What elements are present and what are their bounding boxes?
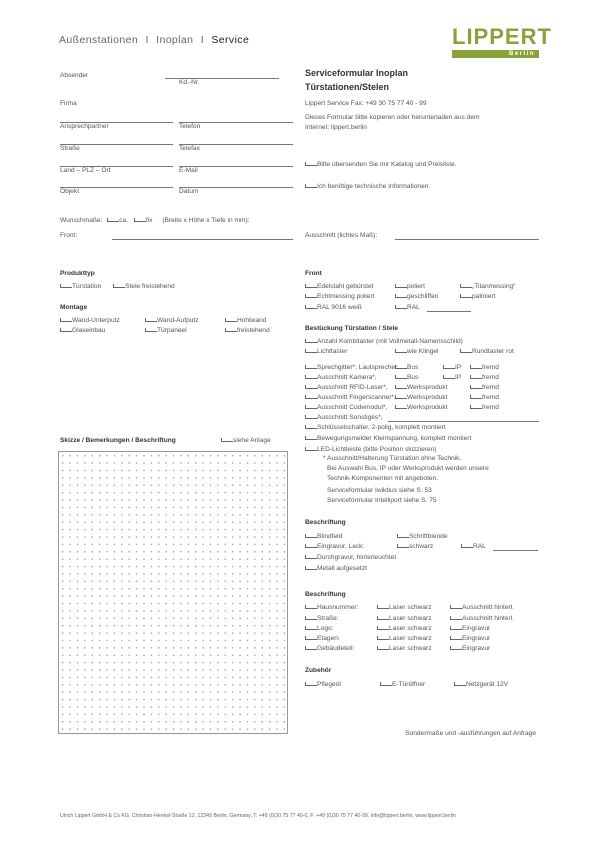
equip-row xyxy=(305,395,499,402)
wunschmasse-row xyxy=(60,218,250,225)
bus-checkbox[interactable] xyxy=(395,365,407,369)
ral9016-checkbox[interactable] xyxy=(305,305,317,309)
equip-checkbox[interactable] xyxy=(305,405,317,409)
equip-label: Ausschnitt RFID-Leser*, xyxy=(317,384,388,391)
laser-checkbox[interactable] xyxy=(377,646,389,650)
beschriftung-row-1 xyxy=(305,534,448,541)
sonstiges-line[interactable] xyxy=(388,421,539,422)
glaseinbau-label: Glaseinbau xyxy=(72,327,106,334)
option-label: Ausschnitt hinterl. xyxy=(462,615,515,622)
siehe-anlage-label: siehe Anlage xyxy=(233,437,271,444)
ral2-line[interactable] xyxy=(493,550,538,551)
fremd-checkbox[interactable] xyxy=(470,405,482,409)
header-nav xyxy=(59,35,249,46)
zubehoer-row xyxy=(305,682,508,689)
katalog-checkbox[interactable] xyxy=(305,162,317,166)
wand-unterputz-checkbox[interactable] xyxy=(60,318,72,322)
option-checkbox[interactable] xyxy=(450,636,462,640)
logo-word: LIPPERT xyxy=(452,24,552,49)
fix-checkbox[interactable] xyxy=(134,218,146,222)
blindfeld-checkbox[interactable] xyxy=(305,534,317,538)
option-checkbox[interactable] xyxy=(450,605,462,609)
eingravur-lack-checkbox[interactable] xyxy=(305,544,317,548)
fix-label: fix xyxy=(145,217,153,224)
kombitaster-row xyxy=(305,339,463,346)
sketch-grid[interactable] xyxy=(58,451,288,734)
nav-separator: I xyxy=(145,34,149,46)
blindfeld-label: Blindfeld xyxy=(317,533,343,540)
label-row xyxy=(305,636,490,643)
patiniert-label: patiniert xyxy=(472,293,496,300)
produkttyp-row xyxy=(60,284,175,291)
led-label: LED-Lichtleiste (bitte Position skizzieren) xyxy=(317,446,437,453)
geschliffen-label: geschliffen xyxy=(407,293,439,300)
option-checkbox[interactable] xyxy=(450,646,462,650)
hohlwand-checkbox[interactable] xyxy=(225,318,237,322)
zubehoer-title: Zubehör xyxy=(305,667,332,674)
freistehend-label: freistehend xyxy=(237,327,270,334)
wand-unterputz-label: Wand-Unterputz xyxy=(72,317,120,324)
option-label: Eingravur xyxy=(462,625,491,632)
tueroeffner-checkbox[interactable] xyxy=(380,682,392,686)
datum-label: Datum xyxy=(179,188,199,195)
service-fax: Lippert Service Fax: +49 30 75 77 40 - 99 xyxy=(305,100,427,107)
sonstiges-label: Ausschnitt Sonstiges*, xyxy=(317,414,383,421)
beschriftung-title-2: Beschriftung xyxy=(305,591,346,598)
ip-checkbox[interactable] xyxy=(443,365,455,369)
katalog-label: Bitte übersenden Sie mir Katalog und Preisliste. xyxy=(317,161,457,168)
laser-label: Laser schwarz xyxy=(389,625,432,632)
equip-row xyxy=(305,375,499,382)
tuerstation-label: Türstation xyxy=(72,283,102,290)
nav-separator: I xyxy=(200,34,205,46)
technik-row xyxy=(305,184,430,191)
bewegung-label: Bewegungsmelder Kleinspannung, komplett montiert xyxy=(317,435,472,442)
fremd-checkbox[interactable] xyxy=(470,365,482,369)
werksprodukt-label: Werksprodukt xyxy=(407,384,448,391)
katalog-row xyxy=(305,162,457,169)
geschliffen-checkbox[interactable] xyxy=(395,294,407,298)
wunschmasse-label: Wunschmaße: xyxy=(60,217,103,224)
laser-label: Laser schwarz xyxy=(389,635,432,642)
wand-aufputz-label: Wand-Aufputz xyxy=(157,317,199,324)
ip-checkbox[interactable] xyxy=(443,375,455,379)
telefon-label: Telefon xyxy=(179,123,201,130)
fremd-checkbox[interactable] xyxy=(470,375,482,379)
werksprodukt-checkbox[interactable] xyxy=(395,385,407,389)
tueroeffner-label: E-Türöffner xyxy=(392,681,426,688)
schwarz-checkbox[interactable] xyxy=(397,544,409,548)
objekt-label: Objekt xyxy=(60,188,80,195)
fremd-checkbox[interactable] xyxy=(470,395,482,399)
ral-line[interactable] xyxy=(427,311,471,312)
skizze-title: Skizze / Bemerkungen / Beschriftung xyxy=(60,437,176,444)
wie-klingel-checkbox[interactable] xyxy=(395,349,407,353)
firma-label: Firma xyxy=(60,100,77,107)
ca-label: ca. xyxy=(119,217,129,224)
pflegeoel-label: Pflegeöl xyxy=(317,681,341,688)
bus-checkbox[interactable] xyxy=(395,375,407,379)
poliert-label: poliert xyxy=(407,283,425,290)
equip-checkbox[interactable] xyxy=(305,365,317,369)
siehe-anlage-row xyxy=(221,438,271,445)
ip-label: IP xyxy=(455,364,462,371)
note-1: * Ausschnitt/Halterung Türstation ohne Technik. xyxy=(323,455,462,462)
front-row-1 xyxy=(305,284,515,291)
fremd-label: fremd xyxy=(482,374,499,381)
stele-checkbox[interactable] xyxy=(113,284,125,288)
wie-klingel-label: wie Klingel xyxy=(407,348,439,355)
lichttaster-label: Lichttaster xyxy=(317,348,348,355)
option-label: Ausschnitt hinterl. xyxy=(462,604,515,611)
kombitaster-checkbox[interactable] xyxy=(305,339,317,343)
lichttaster-checkbox[interactable] xyxy=(305,349,317,353)
form-title-2: Türstationen/Stelen xyxy=(305,82,390,92)
label-row xyxy=(305,605,514,612)
ral-label: RAL xyxy=(407,304,420,311)
label-row-name: Logo: xyxy=(317,625,334,632)
label-row-name: Gebäudeteil: xyxy=(317,645,355,652)
label-row-checkbox[interactable] xyxy=(305,616,317,620)
werksprodukt-checkbox[interactable] xyxy=(395,405,407,409)
patiniert-checkbox[interactable] xyxy=(460,294,472,298)
note-2: Bei Auswahl Bus, IP oder Werksprodukt werden unsere xyxy=(327,465,489,472)
laser-label: Laser schwarz xyxy=(389,615,432,622)
front-row-3 xyxy=(305,305,420,312)
beschriftung-row-2 xyxy=(305,544,486,551)
option-label: Eingravur xyxy=(462,635,491,642)
laser-checkbox[interactable] xyxy=(377,636,389,640)
lippert-logo xyxy=(452,24,552,58)
schriftblende-label: Schriftblende xyxy=(409,533,448,540)
equip-checkbox[interactable] xyxy=(305,375,317,379)
equip-checkbox[interactable] xyxy=(305,395,317,399)
schwarz-label: schwarz xyxy=(409,543,434,550)
note-5: Serviceformular Intelliport siehe S. 75 xyxy=(327,497,437,504)
absender-label: Absender xyxy=(60,72,89,79)
bewegung-row xyxy=(305,436,471,443)
label-row-checkbox[interactable] xyxy=(305,605,317,609)
durchgravur-label: Durchgravur, hinterleuchtet xyxy=(317,554,397,561)
label-row-checkbox[interactable] xyxy=(305,646,317,650)
laser-label: Laser schwarz xyxy=(389,604,432,611)
werksprodukt-label: Werksprodukt xyxy=(407,394,448,401)
ansprechpartner-label: Ansprechpartner xyxy=(60,123,109,130)
durchgravur-checkbox[interactable] xyxy=(305,555,317,559)
titan-checkbox[interactable] xyxy=(460,284,472,288)
equip-label: Ausschnitt Kamera*, xyxy=(317,374,377,381)
copy-note-2: Internet: lippert.berlin xyxy=(305,124,367,131)
echtmessing-label: Echtmessing poliert xyxy=(317,293,375,300)
note-4: Serviceformular Iwikbus siehe S. 53 xyxy=(327,487,432,494)
produkttyp-title: Produkttyp xyxy=(60,270,95,277)
glaseinbau-checkbox[interactable] xyxy=(60,328,72,332)
metall-checkbox[interactable] xyxy=(305,566,317,570)
metall-row xyxy=(305,566,367,573)
schluessel-checkbox[interactable] xyxy=(305,425,317,429)
werksprodukt-checkbox[interactable] xyxy=(395,395,407,399)
titan-label: „Titanmessing“ xyxy=(472,283,516,290)
front-line[interactable] xyxy=(112,239,293,240)
front-label: Front: xyxy=(60,232,78,239)
sonstiges-checkbox[interactable] xyxy=(305,415,317,419)
label-row-name: Straße: xyxy=(317,615,339,622)
montage-row-1 xyxy=(60,318,266,325)
fremd-checkbox[interactable] xyxy=(470,385,482,389)
footer-address: Ulrich Lippert GmbH & Co KG, Christian-Henkel-Straße 12, 12349 Berlin, Germany, T: +49 (0)30 75 77 40-0, F: +49 (0)30 75 77 40-99, info@lippert.berlin, www.lippert.berlin xyxy=(60,813,457,819)
echtmessing-checkbox[interactable] xyxy=(305,294,317,298)
bestueckung-title: Bestückung Türstation / Stele xyxy=(305,325,399,332)
rundtaster-label: Rundtaster rot xyxy=(472,348,514,355)
siehe-anlage-checkbox[interactable] xyxy=(221,438,233,442)
equip-row xyxy=(305,385,499,392)
schriftblende-checkbox[interactable] xyxy=(397,534,409,538)
equip-row xyxy=(305,405,499,412)
front-row-2 xyxy=(305,294,495,301)
front-title: Front xyxy=(305,270,322,277)
edelstahl-checkbox[interactable] xyxy=(305,284,317,288)
dims-note: (Breite x Höhe x Tiefe in mm): xyxy=(162,217,250,224)
label-row-name: Hausnummer: xyxy=(317,604,359,611)
label-row xyxy=(305,626,490,633)
sonstiges-row xyxy=(305,415,383,422)
wand-aufputz-checkbox[interactable] xyxy=(145,318,157,322)
werksprodukt-label: Werksprodukt xyxy=(407,404,448,411)
fremd-label: fremd xyxy=(482,404,499,411)
sondermasse-note: Sondermaße und -ausführungen auf Anfrage xyxy=(405,730,536,737)
technik-checkbox[interactable] xyxy=(305,184,317,188)
kombitaster-label: Anzahl Kombitaster (mit Vollmetall-Namensschild) xyxy=(317,338,463,345)
schluessel-row xyxy=(305,425,446,432)
bus-label: Bus xyxy=(407,374,419,381)
pflegeoel-checkbox[interactable] xyxy=(305,682,317,686)
kd-nr-label: Kd.-Nr. xyxy=(179,79,200,86)
durchgravur-row xyxy=(305,555,396,562)
ral9016-label: RAL 9016 weiß xyxy=(317,304,362,311)
ausschnitt-label: Ausschnitt (lichtes Maß): xyxy=(305,232,378,239)
fremd-label: fremd xyxy=(482,394,499,401)
freistehend-checkbox[interactable] xyxy=(225,328,237,332)
logo-subtitle: Berlin xyxy=(452,50,539,58)
edelstahl-label: Edelstahl gebürstet xyxy=(317,283,374,290)
laser-checkbox[interactable] xyxy=(377,626,389,630)
label-row xyxy=(305,646,490,653)
tuerpaneel-label: Türpaneel xyxy=(157,327,187,334)
note-3: Technik-Komponenten mit angeboten. xyxy=(327,475,439,482)
equip-checkbox[interactable] xyxy=(305,385,317,389)
ral2-label: RAL xyxy=(473,543,486,550)
email-label: E-Mail xyxy=(179,167,198,174)
led-checkbox[interactable] xyxy=(305,447,317,451)
laser-checkbox[interactable] xyxy=(377,616,389,620)
rundtaster-checkbox[interactable] xyxy=(460,349,472,353)
nav-service[interactable]: Service xyxy=(211,34,250,46)
strasse-label: Straße xyxy=(60,145,80,152)
technik-label: Ich benötige technische Informationen. xyxy=(317,183,431,190)
hohlwand-label: Hohlwand xyxy=(237,317,267,324)
nav-inoplan[interactable]: Inoplan xyxy=(156,34,194,46)
label-row xyxy=(305,616,514,623)
metall-label: Metall aufgesetzt xyxy=(317,565,367,572)
option-checkbox[interactable] xyxy=(450,626,462,630)
land-plz-ort-label: Land – PLZ – Ort xyxy=(60,167,111,174)
montage-title: Montage xyxy=(60,304,88,311)
montage-row-2 xyxy=(60,328,270,335)
label-row-checkbox[interactable] xyxy=(305,636,317,640)
beschriftung-title-1: Beschriftung xyxy=(305,519,346,526)
ip-label: IP xyxy=(455,374,462,381)
nav-aussenstationen[interactable]: Außenstationen xyxy=(59,34,139,46)
label-row-checkbox[interactable] xyxy=(305,626,317,630)
label-row-name: Etagen: xyxy=(317,635,340,642)
bus-label: Bus xyxy=(407,364,419,371)
bewegung-checkbox[interactable] xyxy=(305,436,317,440)
option-checkbox[interactable] xyxy=(450,616,462,620)
ca-checkbox[interactable] xyxy=(107,218,119,222)
fremd-label: fremd xyxy=(482,384,499,391)
copy-note-1: Dieses Formular bitte kopieren oder herunterladen aus dem xyxy=(305,114,480,121)
equip-label: Sprechgitter*, Lautsprecher xyxy=(317,364,398,371)
option-label: Eingravur xyxy=(462,645,491,652)
ral2-checkbox[interactable] xyxy=(461,544,473,548)
laser-checkbox[interactable] xyxy=(377,605,389,609)
equip-row xyxy=(305,365,499,372)
netzgeraet-label: Netzgerät 12V xyxy=(466,681,509,688)
netzgeraet-checkbox[interactable] xyxy=(454,682,466,686)
eingravur-lack-label: Eingravur, Lack: xyxy=(317,543,365,550)
schluessel-label: Schlüsselschalter, 2-polig, komplett montiert xyxy=(317,424,446,431)
ausschnitt-line[interactable] xyxy=(395,239,539,240)
fremd-label: fremd xyxy=(482,364,499,371)
ral-checkbox[interactable] xyxy=(395,305,407,309)
equip-label: Ausschnitt Codemodul*, xyxy=(317,404,388,411)
telefax-label: Telefax xyxy=(179,145,200,152)
stele-label: Stele freistehend xyxy=(125,283,175,290)
lichttaster-row xyxy=(305,349,514,356)
tuerpaneel-checkbox[interactable] xyxy=(145,328,157,332)
tuerstation-checkbox[interactable] xyxy=(60,284,72,288)
poliert-checkbox[interactable] xyxy=(395,284,407,288)
led-row xyxy=(305,447,436,454)
laser-label: Laser schwarz xyxy=(389,645,432,652)
form-title-1: Serviceformular Inoplan xyxy=(305,68,409,78)
equip-label: Ausschnitt Fingerscanner*, xyxy=(317,394,396,401)
